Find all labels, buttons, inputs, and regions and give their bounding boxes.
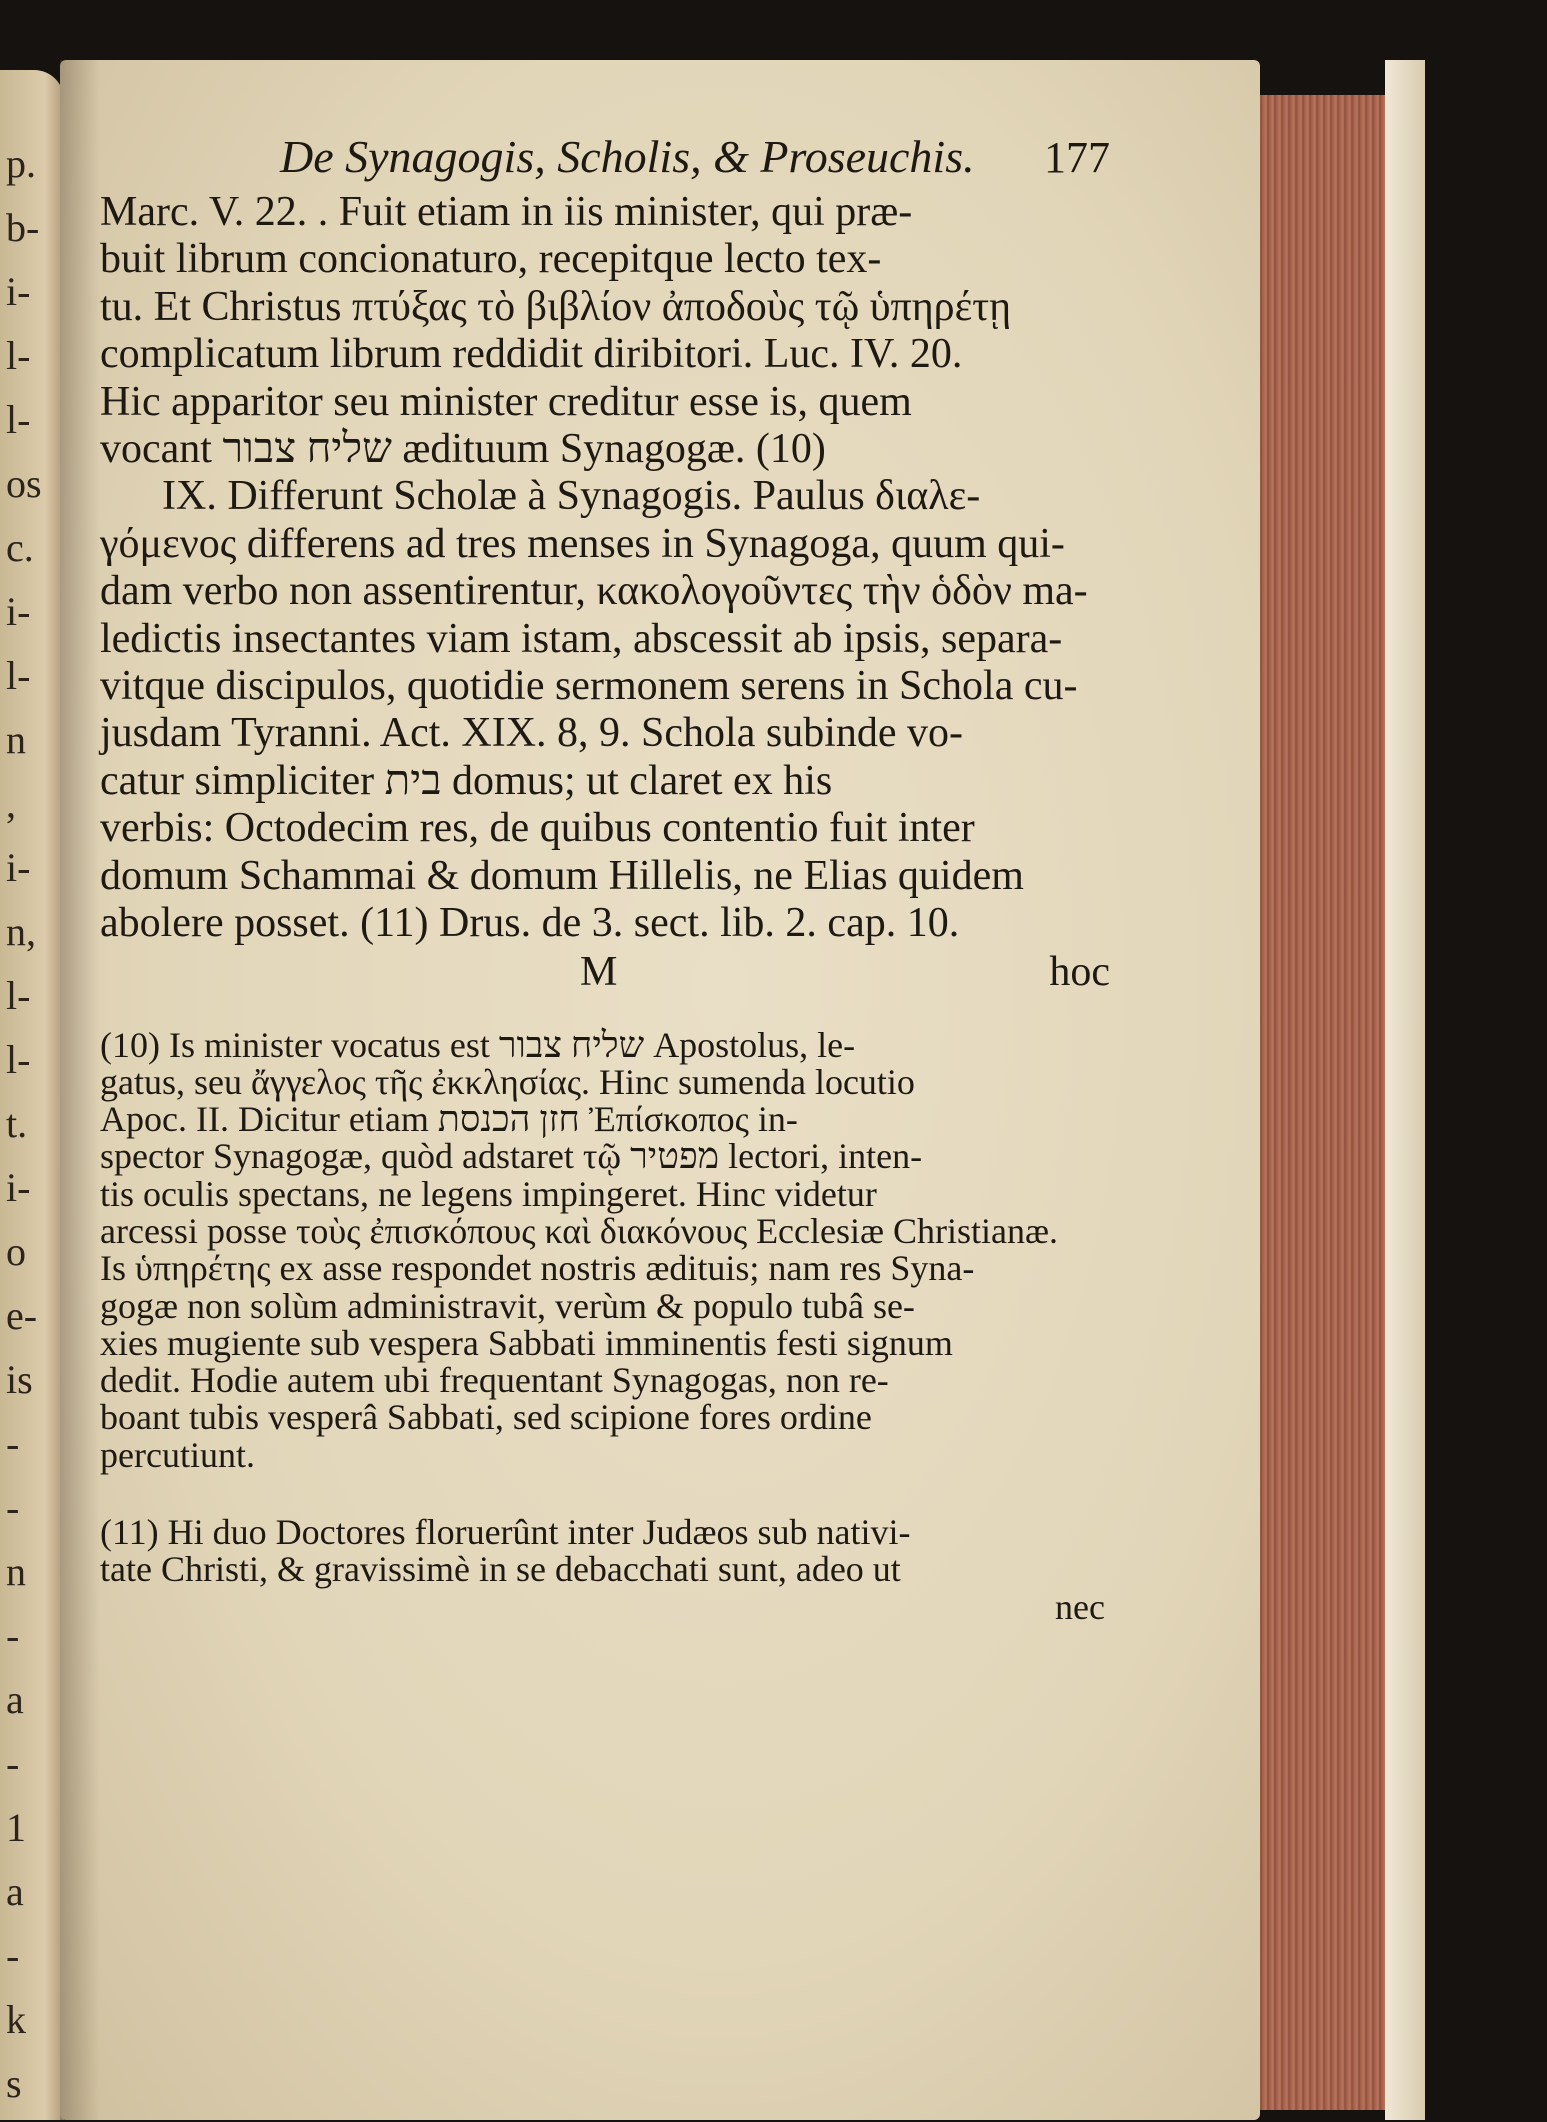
footnote-11: [100, 1514, 1110, 1589]
main-line-8: γόμενος differens ad tres menses in Synagoga, quum qui-: [100, 520, 1065, 567]
main-line-3: tu. Et Christus πτύξας τὸ βιβλίον ἀποδοὺς τῷ ὑπηρέτῃ: [100, 283, 1012, 330]
left-page-fragments: [0, 70, 64, 2120]
page-fore-edge: [1240, 95, 1392, 2110]
left-page-fragment: i-: [6, 1165, 31, 1210]
note10-line-12: percutiunt.: [100, 1434, 255, 1475]
footnote-10: [100, 1024, 1110, 1475]
running-head-title: De Synagogis, Scholis, & Proseuchis.: [280, 131, 975, 182]
left-page-fragment: l-: [6, 1037, 31, 1082]
left-page-fragment: l-: [6, 653, 31, 698]
note10-line-6: arcessi posse τοὺς ἐπισκόπους καὶ διακόνους Ecclesiæ Christianæ.: [100, 1210, 1059, 1251]
left-page-fragment: -: [6, 1933, 20, 1978]
left-page-fragment: i-: [6, 269, 31, 314]
main-line-10: ledictis insectantes viam istam, abscessit ab ipsis, separa-: [100, 615, 1063, 662]
left-page-fragment: 1: [6, 1805, 26, 1850]
note10-line-10: dedit. Hodie autem ubi frequentant Synagogas, non re-: [100, 1360, 889, 1401]
note10-line-2: gatus, seu ἄγγελος τῆς ἐκκλησίας. Hinc sumenda locutio: [100, 1061, 915, 1102]
left-page-fragment: i-: [6, 845, 31, 890]
left-page-fragment: os: [6, 461, 42, 506]
main-line-13: catur simpliciter בית domus; ut claret ex his: [100, 757, 833, 804]
left-page-fragment: n: [6, 717, 26, 762]
left-page-fragment: p.: [6, 141, 36, 186]
note10-line-1: (10) Is minister vocatus est שליח צבור Apostolus, le-: [100, 1024, 856, 1065]
left-page-fragment: l-: [6, 333, 31, 378]
note10-line-3: Apoc. II. Dicitur etiam חזן הכנסת Ἐπίσκοπος in-: [100, 1099, 798, 1140]
page-text: [100, 130, 1110, 1626]
signature-mark: M: [580, 948, 618, 995]
left-page-fragment: e-: [6, 1293, 38, 1338]
left-page-fragment: c.: [6, 525, 34, 570]
book-cover-edge: [1385, 60, 1425, 2120]
left-page-fragment: -: [6, 1613, 20, 1658]
left-page-fragment: t.: [6, 1101, 28, 1146]
left-page-fragment: ,: [6, 781, 16, 826]
main-line-16: abolere posset. (11) Drus. de 3. sect. lib. 2. cap. 10.: [100, 900, 960, 947]
main-line-15: domum Schammai & domum Hillelis, ne Elias quidem: [100, 852, 1024, 899]
main-line-5: Hic apparitor seu minister creditur esse is, quem: [100, 378, 912, 425]
note11-line-1: (11) Hi duo Doctores floruerûnt inter Judæos sub nativi-: [100, 1512, 911, 1553]
note10-line-5: tis oculis spectans, ne legens impingeret. Hinc videtur: [100, 1173, 877, 1214]
left-page-fragment: a: [6, 1869, 24, 1914]
left-page-fragment: l-: [6, 397, 31, 442]
main-text: [100, 189, 1110, 948]
left-page-fragment: n: [6, 1549, 26, 1594]
note11-line-2: tate Christi, & gravissimè in se debacchati sunt, adeo ut: [100, 1549, 901, 1590]
left-page-fragment: i-: [6, 589, 31, 634]
left-page-fragment: -: [6, 1741, 20, 1786]
left-page-fragment: n,: [6, 909, 36, 954]
notes-catchword: nec: [1055, 1586, 1105, 1627]
note10-line-11: boant tubis vesperâ Sabbati, sed scipione fores ordine: [100, 1397, 872, 1438]
note10-line-8: gogæ non solùm administravit, verùm & populo tubâ se-: [100, 1285, 915, 1326]
main-line-12: jusdam Tyranni. Act. XIX. 8, 9. Schola subinde vo-: [100, 710, 964, 757]
running-head: [100, 130, 1110, 183]
signature-line: [100, 948, 1110, 995]
left-page-fragment: o: [6, 1229, 26, 1274]
main-line-1: Marc. V. 22. . Fuit etiam in iis minister, qui præ-: [100, 189, 913, 235]
catchword: hoc: [1049, 948, 1110, 995]
main-line-2: buit librum concionaturo, recepitque lecto tex-: [100, 236, 882, 283]
left-page-fragment: a: [6, 1677, 24, 1722]
main-line-9: dam verbo non assentirentur, κακολογοῦντες τὴν ὁδὸν ma-: [100, 568, 1088, 615]
left-page-fragment: -: [6, 1421, 20, 1466]
main-line-4: complicatum librum reddidit diribitori. Luc. IV. 20.: [100, 331, 963, 378]
left-page-fragment: s: [6, 2061, 22, 2106]
footnotes: [100, 1024, 1110, 1627]
left-page-fragment: k: [6, 1997, 26, 2042]
left-page-fragment: is: [6, 1357, 33, 1402]
main-line-6: vocant שליח צבור ædituum Synagogæ. (10): [100, 426, 826, 473]
left-page-fragment: l-: [6, 973, 31, 1018]
left-page-fragment: -: [6, 1485, 20, 1530]
note10-line-9: xies mugiente sub vespera Sabbati imminentis festi signum: [100, 1322, 953, 1363]
left-page-edge: [0, 70, 64, 2120]
left-page-fragment: b-: [6, 205, 40, 250]
gutter-shadow: [60, 60, 100, 2120]
note10-line-4: spector Synagogæ, quòd adstaret τῷ מפטיר lectori, inten-: [100, 1136, 923, 1177]
main-line-7: IX. Differunt Scholæ à Synagogis. Paulus διαλε-: [162, 473, 981, 520]
main-line-11: vitque discipulos, quotidie sermonem serens in Schola cu-: [100, 663, 1078, 710]
main-line-14: verbis: Octodecim res, de quibus contentio fuit inter: [100, 805, 975, 852]
note10-line-7: Is ὑπηρέτης ex asse respondet nostris ædituis; nam res Syna-: [100, 1248, 975, 1289]
page-number: 177: [1044, 133, 1110, 182]
